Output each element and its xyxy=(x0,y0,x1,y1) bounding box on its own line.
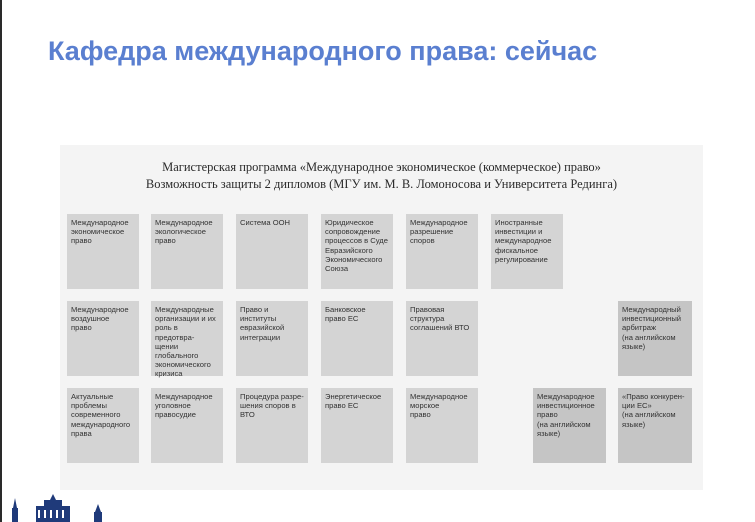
course-box xyxy=(406,388,478,463)
course-box xyxy=(67,301,139,376)
university-building-logo xyxy=(0,494,110,522)
course-label: Иностранные инвестиции и международное фискальное регулирование xyxy=(495,218,552,264)
course-box-english xyxy=(618,301,692,376)
course-box xyxy=(236,301,308,376)
course-box xyxy=(151,301,223,379)
course-box-english xyxy=(533,388,606,463)
course-label: Процедура разре- шения споров в ВТО xyxy=(240,392,304,420)
course-label: Банковское право ЕС xyxy=(325,305,366,324)
course-label: Энергетическое право ЕС xyxy=(325,392,382,411)
course-box xyxy=(236,388,308,463)
slide-title: Кафедра международного права: сейчас xyxy=(48,36,598,66)
program-header-line1: Магистерская программа «Международное экономическое (коммерческое) право» xyxy=(162,160,601,174)
course-box xyxy=(406,301,478,376)
course-label: Система ООН xyxy=(240,218,290,227)
course-label: Международное воздушное право xyxy=(71,305,129,333)
course-box xyxy=(406,214,478,289)
course-label: Юридическое сопровождение процессов в Суде Евразийского Экономического Союза xyxy=(325,218,388,274)
course-label: Международное морское право xyxy=(410,392,468,420)
course-label: Международное разрешение споров xyxy=(410,218,468,246)
course-label: Актуальные проблемы современного международного права xyxy=(71,392,131,438)
course-box xyxy=(151,388,223,463)
course-label: Международный инвестиционный арбитраж (на английском языке) xyxy=(622,305,682,351)
course-label: Международное инвестиционное право (на английском языке) xyxy=(537,392,595,438)
course-box xyxy=(491,214,563,289)
course-box xyxy=(321,214,393,289)
course-label: «Право конкурен- ции ЕС» (на английском языке) xyxy=(622,392,685,429)
program-header xyxy=(60,159,703,193)
left-border-line xyxy=(0,0,2,522)
course-box xyxy=(151,214,223,289)
course-box xyxy=(236,214,308,289)
course-label: Международное экологическое право xyxy=(155,218,213,246)
course-label: Международное экономическое право xyxy=(71,218,129,246)
course-box xyxy=(321,388,393,463)
course-label: Правовая структура соглашений ВТО xyxy=(410,305,470,333)
course-box xyxy=(67,388,139,463)
program-header-line2: Возможность защиты 2 дипломов (МГУ им. М. В. Ломоносова и Университета Рединга) xyxy=(145,177,618,191)
course-box xyxy=(67,214,139,289)
course-label: Международное уголовное правосудие xyxy=(155,392,213,420)
course-label: Право и институты евразийской интеграции xyxy=(240,305,285,342)
course-box xyxy=(321,301,393,376)
course-label: Международные организации и их роль в предотвра- щении глобального экономического кризиса xyxy=(155,305,216,379)
course-box-english xyxy=(618,388,692,463)
